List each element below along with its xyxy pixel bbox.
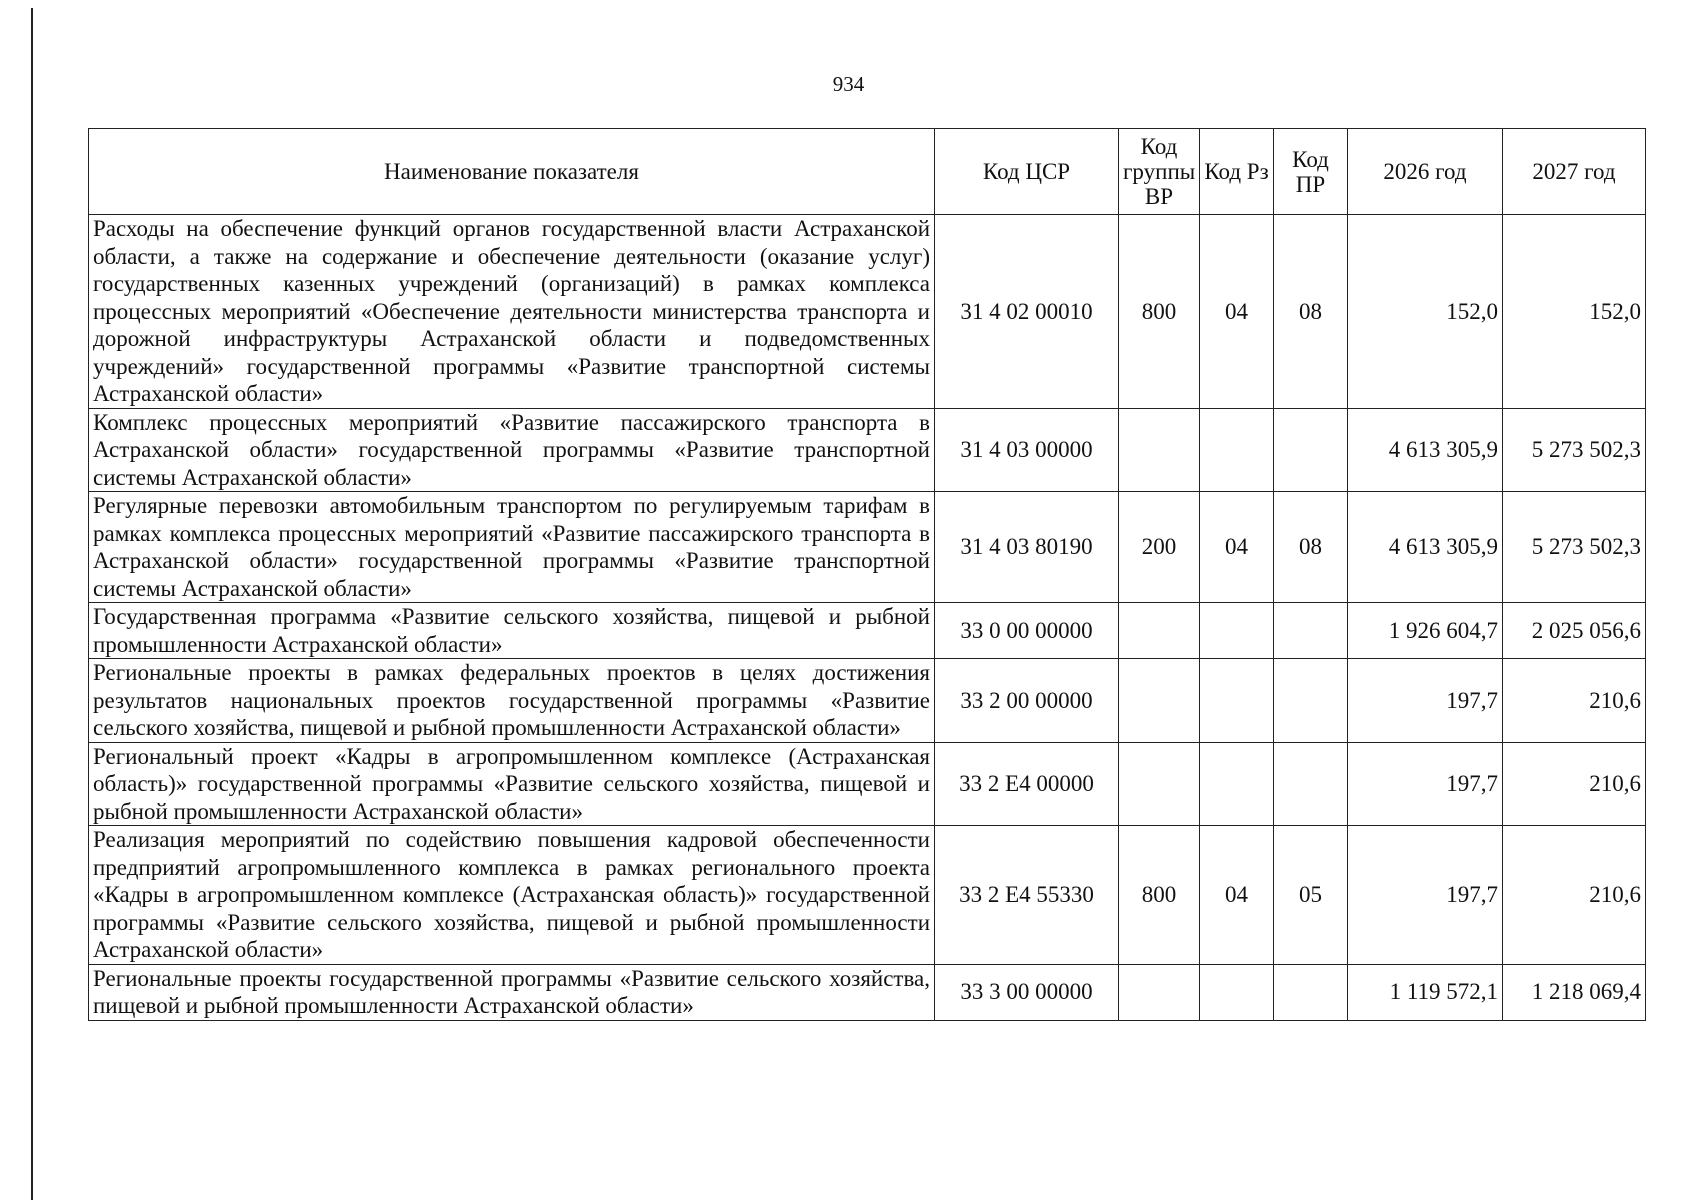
row-csr: 33 0 00 00000 (935, 603, 1119, 659)
row-pr (1274, 742, 1348, 826)
row-2026: 1 926 604,7 (1348, 603, 1503, 659)
row-rz (1200, 659, 1274, 743)
row-2027: 210,6 (1503, 659, 1646, 743)
row-vr (1119, 742, 1200, 826)
row-pr: 08 (1274, 215, 1348, 409)
row-2026: 152,0 (1348, 215, 1503, 409)
row-2026: 4 613 305,9 (1348, 408, 1503, 492)
row-csr: 33 2 Е4 00000 (935, 742, 1119, 826)
table-row (89, 826, 1646, 965)
row-name: Реализация мероприятий по содействию повышения кадровой обеспеченности предприятий агропромышленного комплекса в рамках регионального проекта «Кадры в агропромышленном комплексе (Астраханская область)» государственной программы «Развитие сельского хозяйства, пищевой и рыбной промышленности Астраханской области» (89, 826, 935, 965)
row-rz (1200, 964, 1274, 1020)
table-row (89, 215, 1646, 409)
row-2026: 197,7 (1348, 826, 1503, 965)
row-2026: 197,7 (1348, 659, 1503, 743)
row-rz (1200, 742, 1274, 826)
row-csr: 31 4 03 80190 (935, 492, 1119, 603)
table-row (89, 964, 1646, 1020)
row-name: Регулярные перевозки автомобильным транспортом по регулируемым тарифам в рамках комплекса процессных мероприятий «Развитие пассажирского транспорта в Астраханской области» государственной программы «Развитие транспортной системы Астраханской области» (89, 492, 935, 603)
row-pr (1274, 408, 1348, 492)
row-rz: 04 (1200, 215, 1274, 409)
row-csr: 33 2 Е4 55330 (935, 826, 1119, 965)
row-2027: 210,6 (1503, 742, 1646, 826)
row-2027: 210,6 (1503, 826, 1646, 965)
row-vr (1119, 603, 1200, 659)
row-name: Региональные проекты в рамках федеральных проектов в целях достижения результатов национальных проектов государственной программы «Развитие сельского хозяйства, пищевой и рыбной промышленности Астраханской области» (89, 659, 935, 743)
table-header-row (89, 129, 1646, 215)
header-name: Наименование показателя (89, 129, 935, 215)
row-2026: 1 119 572,1 (1348, 964, 1503, 1020)
row-vr (1119, 659, 1200, 743)
header-2026: 2026 год (1348, 129, 1503, 215)
row-2026: 4 613 305,9 (1348, 492, 1503, 603)
row-pr: 05 (1274, 826, 1348, 965)
row-pr (1274, 659, 1348, 743)
row-pr (1274, 964, 1348, 1020)
row-2027: 1 218 069,4 (1503, 964, 1646, 1020)
row-2027: 5 273 502,3 (1503, 408, 1646, 492)
table-row (89, 742, 1646, 826)
row-csr: 31 4 02 00010 (935, 215, 1119, 409)
row-pr: 08 (1274, 492, 1348, 603)
row-vr (1119, 964, 1200, 1020)
table-row (89, 492, 1646, 603)
header-vr: Код группы ВР (1119, 129, 1200, 215)
row-vr (1119, 408, 1200, 492)
row-csr: 33 2 00 00000 (935, 659, 1119, 743)
table-row (89, 408, 1646, 492)
table-row (89, 603, 1646, 659)
row-vr: 800 (1119, 826, 1200, 965)
row-vr: 800 (1119, 215, 1200, 409)
row-2027: 2 025 056,6 (1503, 603, 1646, 659)
row-vr: 200 (1119, 492, 1200, 603)
row-2027: 5 273 502,3 (1503, 492, 1646, 603)
row-csr: 31 4 03 00000 (935, 408, 1119, 492)
row-pr (1274, 603, 1348, 659)
row-rz (1200, 408, 1274, 492)
page-number: 934 (832, 72, 865, 96)
header-csr: Код ЦСР (935, 129, 1119, 215)
row-name: Региональные проекты государственной программы «Развитие сельского хозяйства, пищевой и рыбной промышленности Астраханской области» (89, 964, 935, 1020)
row-name: Комплекс процессных мероприятий «Развитие пассажирского транспорта в Астраханской области» государственной программы «Развитие транспортной системы Астраханской области» (89, 408, 935, 492)
row-rz (1200, 603, 1274, 659)
row-rz: 04 (1200, 492, 1274, 603)
binding-margin-line (31, 8, 33, 1200)
row-csr: 33 3 00 00000 (935, 964, 1119, 1020)
header-pr: Код ПР (1274, 129, 1348, 215)
table-row (89, 659, 1646, 743)
row-name: Государственная программа «Развитие сельского хозяйства, пищевой и рыбной промышленности Астраханской области» (89, 603, 935, 659)
row-name: Расходы на обеспечение функций органов государственной власти Астраханской области, а также на содержание и обеспечение деятельности (оказание услуг) государственных казенных учреждений (организаций) в рамках комплекса процессных мероприятий «Обеспечение деятельности министерства транспорта и дорожной инфраструктуры Астраханской области и подведомственных учреждений» государственной программы «Развитие транспортной системы Астраханской области» (89, 215, 935, 409)
budget-table (88, 128, 1646, 1021)
row-2026: 197,7 (1348, 742, 1503, 826)
row-2027: 152,0 (1503, 215, 1646, 409)
row-rz: 04 (1200, 826, 1274, 965)
header-rz: Код Рз (1200, 129, 1274, 215)
row-name: Региональный проект «Кадры в агропромышленном комплексе (Астраханская область)» государственной программы «Развитие сельского хозяйства, пищевой и рыбной промышленности Астраханской области» (89, 742, 935, 826)
header-2027: 2027 год (1503, 129, 1646, 215)
